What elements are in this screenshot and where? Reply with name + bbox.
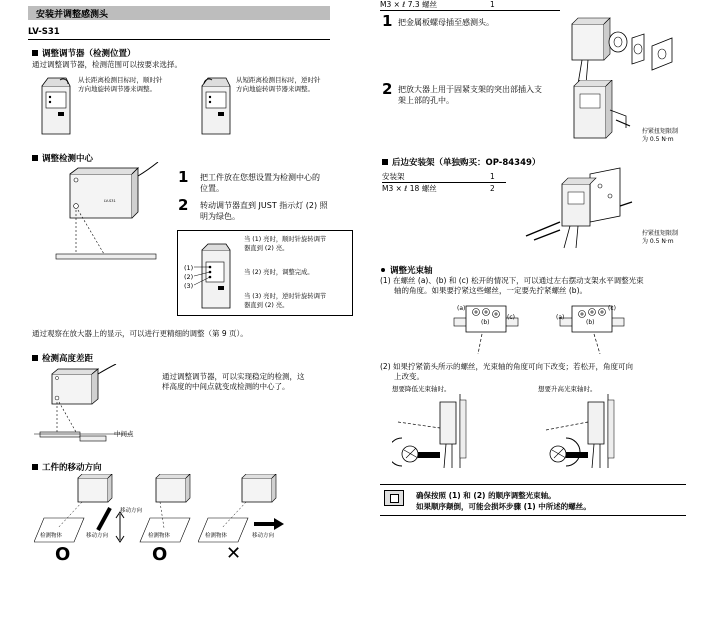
torque-note-2-line1: 拧紧扭矩限制 [642, 230, 679, 237]
square-bullet-icon [382, 159, 388, 165]
torque-note-1-line1: 拧紧扭矩限制 [642, 128, 679, 135]
box-note-1 [244, 236, 326, 253]
side-bracket-heading [382, 156, 540, 168]
torque-note-1 [642, 128, 678, 144]
indicator-label-3: (3) [184, 282, 194, 290]
move-direction-label-2: 移动方向 [120, 508, 143, 514]
screw-b-right: (b) [586, 319, 595, 326]
center-heading-text: 调整检测中心 [42, 154, 94, 164]
short-range-label [236, 76, 321, 93]
beam-heading [380, 264, 433, 276]
detect-object-label-1: 检测物体 [40, 533, 63, 539]
box-note-2: 当 (2) 亮时，调整完成。 [244, 269, 314, 276]
midpoint-label: 中间点 [114, 430, 134, 438]
ok-mark-1: O [55, 544, 71, 565]
center-step1-number: 1 [178, 168, 189, 186]
square-bullet-icon [32, 355, 38, 361]
height-desc [162, 372, 305, 392]
box-note-1-line1: 当 (1) 亮时，顺时针旋转调节 [244, 236, 327, 243]
lower-beam-label: 想要降低光束轴时。 [392, 385, 451, 393]
height-desc-line1: 通过调整调节器，可以实现稳定的检测，这 [162, 372, 305, 381]
ng-mark: ✕ [226, 543, 242, 564]
model-rule [28, 39, 330, 40]
torque-note-2-line2: 为 0.5 N·m [642, 238, 674, 245]
model-name: LV-S31 [28, 27, 60, 37]
right-step2-text [398, 84, 542, 106]
parts-rule-1 [382, 182, 506, 183]
movement-heading-text: 工件的移动方向 [42, 463, 102, 473]
bracket-insert-figure [566, 80, 634, 150]
caution-line-1: 确保按照 (1) 和 (2) 的顺序调整光束轴。 [416, 491, 556, 500]
box-note-3-line2: 器直到 (2) 亮。 [244, 301, 289, 309]
bullet-dot-icon [381, 268, 385, 272]
right-step1-number: 1 [382, 12, 393, 30]
sensor-head-center-figure [52, 162, 164, 264]
beam-step2-line1: (2) 如果拧紧箭头所示的螺丝，光束轴的角度可向下改变；若松开，角度可向 [380, 362, 634, 371]
beam-step1-line2: 轴的角度。如果要拧紧这些螺丝，一定要先拧紧螺丝 (b)。 [394, 286, 587, 295]
beam-step1-line1: (1) 在螺丝 (a)、(b) 和 (c) 松开的情况下，可以通过左右摆动支架水平调整光束 [380, 276, 644, 285]
right-step2-number: 2 [382, 80, 393, 98]
height-desc-line2: 样高度的中间点就变成检测的中心了。 [162, 382, 290, 391]
screw-b-left: (b) [481, 319, 490, 326]
right-step2-line1: 把放大器上用于固紧支架的突出部插入支 [398, 85, 542, 94]
height-heading-text: 检测高度差距 [42, 354, 94, 364]
short-range-label-line2: 方向地旋转调节器来调整。 [236, 84, 314, 93]
square-bullet-icon [32, 464, 38, 470]
lower-beam-figure [392, 394, 482, 468]
top-row-qty: 1 [490, 0, 495, 9]
caution-bottom-rule [380, 515, 686, 516]
caution-line-2: 如果顺序颠倒，可能会损坏步骤 (1) 中所述的螺丝。 [416, 502, 591, 511]
top-row-item: M3 × ℓ 7.3 螺丝 [380, 0, 438, 9]
long-range-label-line1: 从长距离检测目标时，顺时针 [78, 76, 163, 84]
ok-mark-2: O [152, 544, 168, 565]
amplifier-long-range-figure [38, 74, 74, 136]
move-direction-label-1: 移动方向 [86, 533, 109, 539]
screw-c-right: (c) [608, 305, 616, 312]
detect-object-label-2: 检测物体 [148, 533, 171, 539]
caution-icon [384, 490, 404, 506]
beam-step2-line2: 上改变。 [394, 372, 424, 381]
movement-heading [32, 461, 102, 473]
raise-beam-figure [540, 394, 630, 468]
box-note-3-line1: 当 (3) 亮时，逆时针旋转调节 [244, 293, 327, 300]
center-step1-line1: 把工件放在您想设置为检测中心的 [200, 173, 320, 182]
adjust-desc: 通过调整调节器，检测范围可以按要求选择。 [32, 60, 182, 69]
box-note-1-line2: 器直到 (2) 亮。 [244, 244, 289, 252]
detect-object-label-3: 检测物体 [205, 533, 228, 539]
side-bracket-figure [520, 166, 638, 250]
center-step2-number: 2 [178, 196, 189, 214]
parts-row-2-qty: 2 [490, 184, 495, 193]
center-step2-line1: 转动调节器直到 JUST 指示灯 (2) 照 [200, 201, 328, 210]
screw-diagram-right [554, 302, 634, 354]
long-range-label [78, 76, 163, 93]
center-step1-text [200, 172, 320, 194]
svg-text:LV-S31: LV-S31 [104, 199, 116, 203]
parts-row-2-name: M3 × ℓ 18 螺丝 [382, 184, 437, 193]
center-step2-text [200, 200, 328, 222]
screw-a-left: (a) [457, 305, 466, 312]
beam-step1 [380, 276, 644, 296]
top-row-rule [380, 10, 560, 11]
adjust-heading [32, 47, 136, 59]
center-step1-line2: 位置。 [200, 184, 224, 193]
beam-step2 [380, 362, 633, 382]
torque-note-2 [642, 230, 678, 246]
caution-icon-inner [390, 494, 399, 503]
screw-c-left: (c) [507, 314, 515, 321]
square-bullet-icon [32, 155, 38, 161]
center-step2-line2: 明为绿色。 [200, 212, 240, 221]
metal-plate-nut-figure [548, 16, 678, 86]
beam-heading-text: 调整光束轴 [390, 266, 433, 276]
indicator-label-1: (1) [184, 264, 194, 272]
fine-adjust-text: 通过观察在放大器上的显示，可以进行更精细的调整（第 9 页）。 [32, 329, 248, 338]
right-step1-text: 把金属板螺母插至感测头。 [398, 18, 494, 27]
parts-row-1-qty: 1 [490, 172, 495, 181]
amplifier-short-range-figure [198, 74, 234, 136]
section-title: 安装并调整感测头 [36, 10, 109, 20]
move-direction-label-3: 移动方向 [252, 533, 275, 539]
adjust-heading-text: 调整调节器（检测位置） [42, 49, 136, 59]
torque-note-1-line2: 为 0.5 N·m [642, 136, 674, 143]
short-range-label-line1: 从短距离检测目标时，逆时针 [236, 76, 321, 84]
box-note-3 [244, 293, 326, 310]
parts-row-1-name: 安装架 [382, 172, 405, 181]
side-bracket-heading-text: 后边安装架（单独购买：OP-84349） [392, 158, 541, 168]
screw-a-right: (a) [556, 314, 565, 321]
indicator-label-2: (2) [184, 273, 194, 281]
height-heading [32, 352, 93, 364]
caution-top-rule [380, 484, 686, 485]
long-range-label-line2: 方向地旋转调节器来调整。 [78, 84, 156, 93]
square-bullet-icon [32, 50, 38, 56]
raise-beam-label: 想要升高光束轴时。 [538, 385, 597, 393]
indicator-leader-lines [194, 262, 214, 288]
right-step2-line2: 架上部的孔中。 [398, 96, 454, 105]
